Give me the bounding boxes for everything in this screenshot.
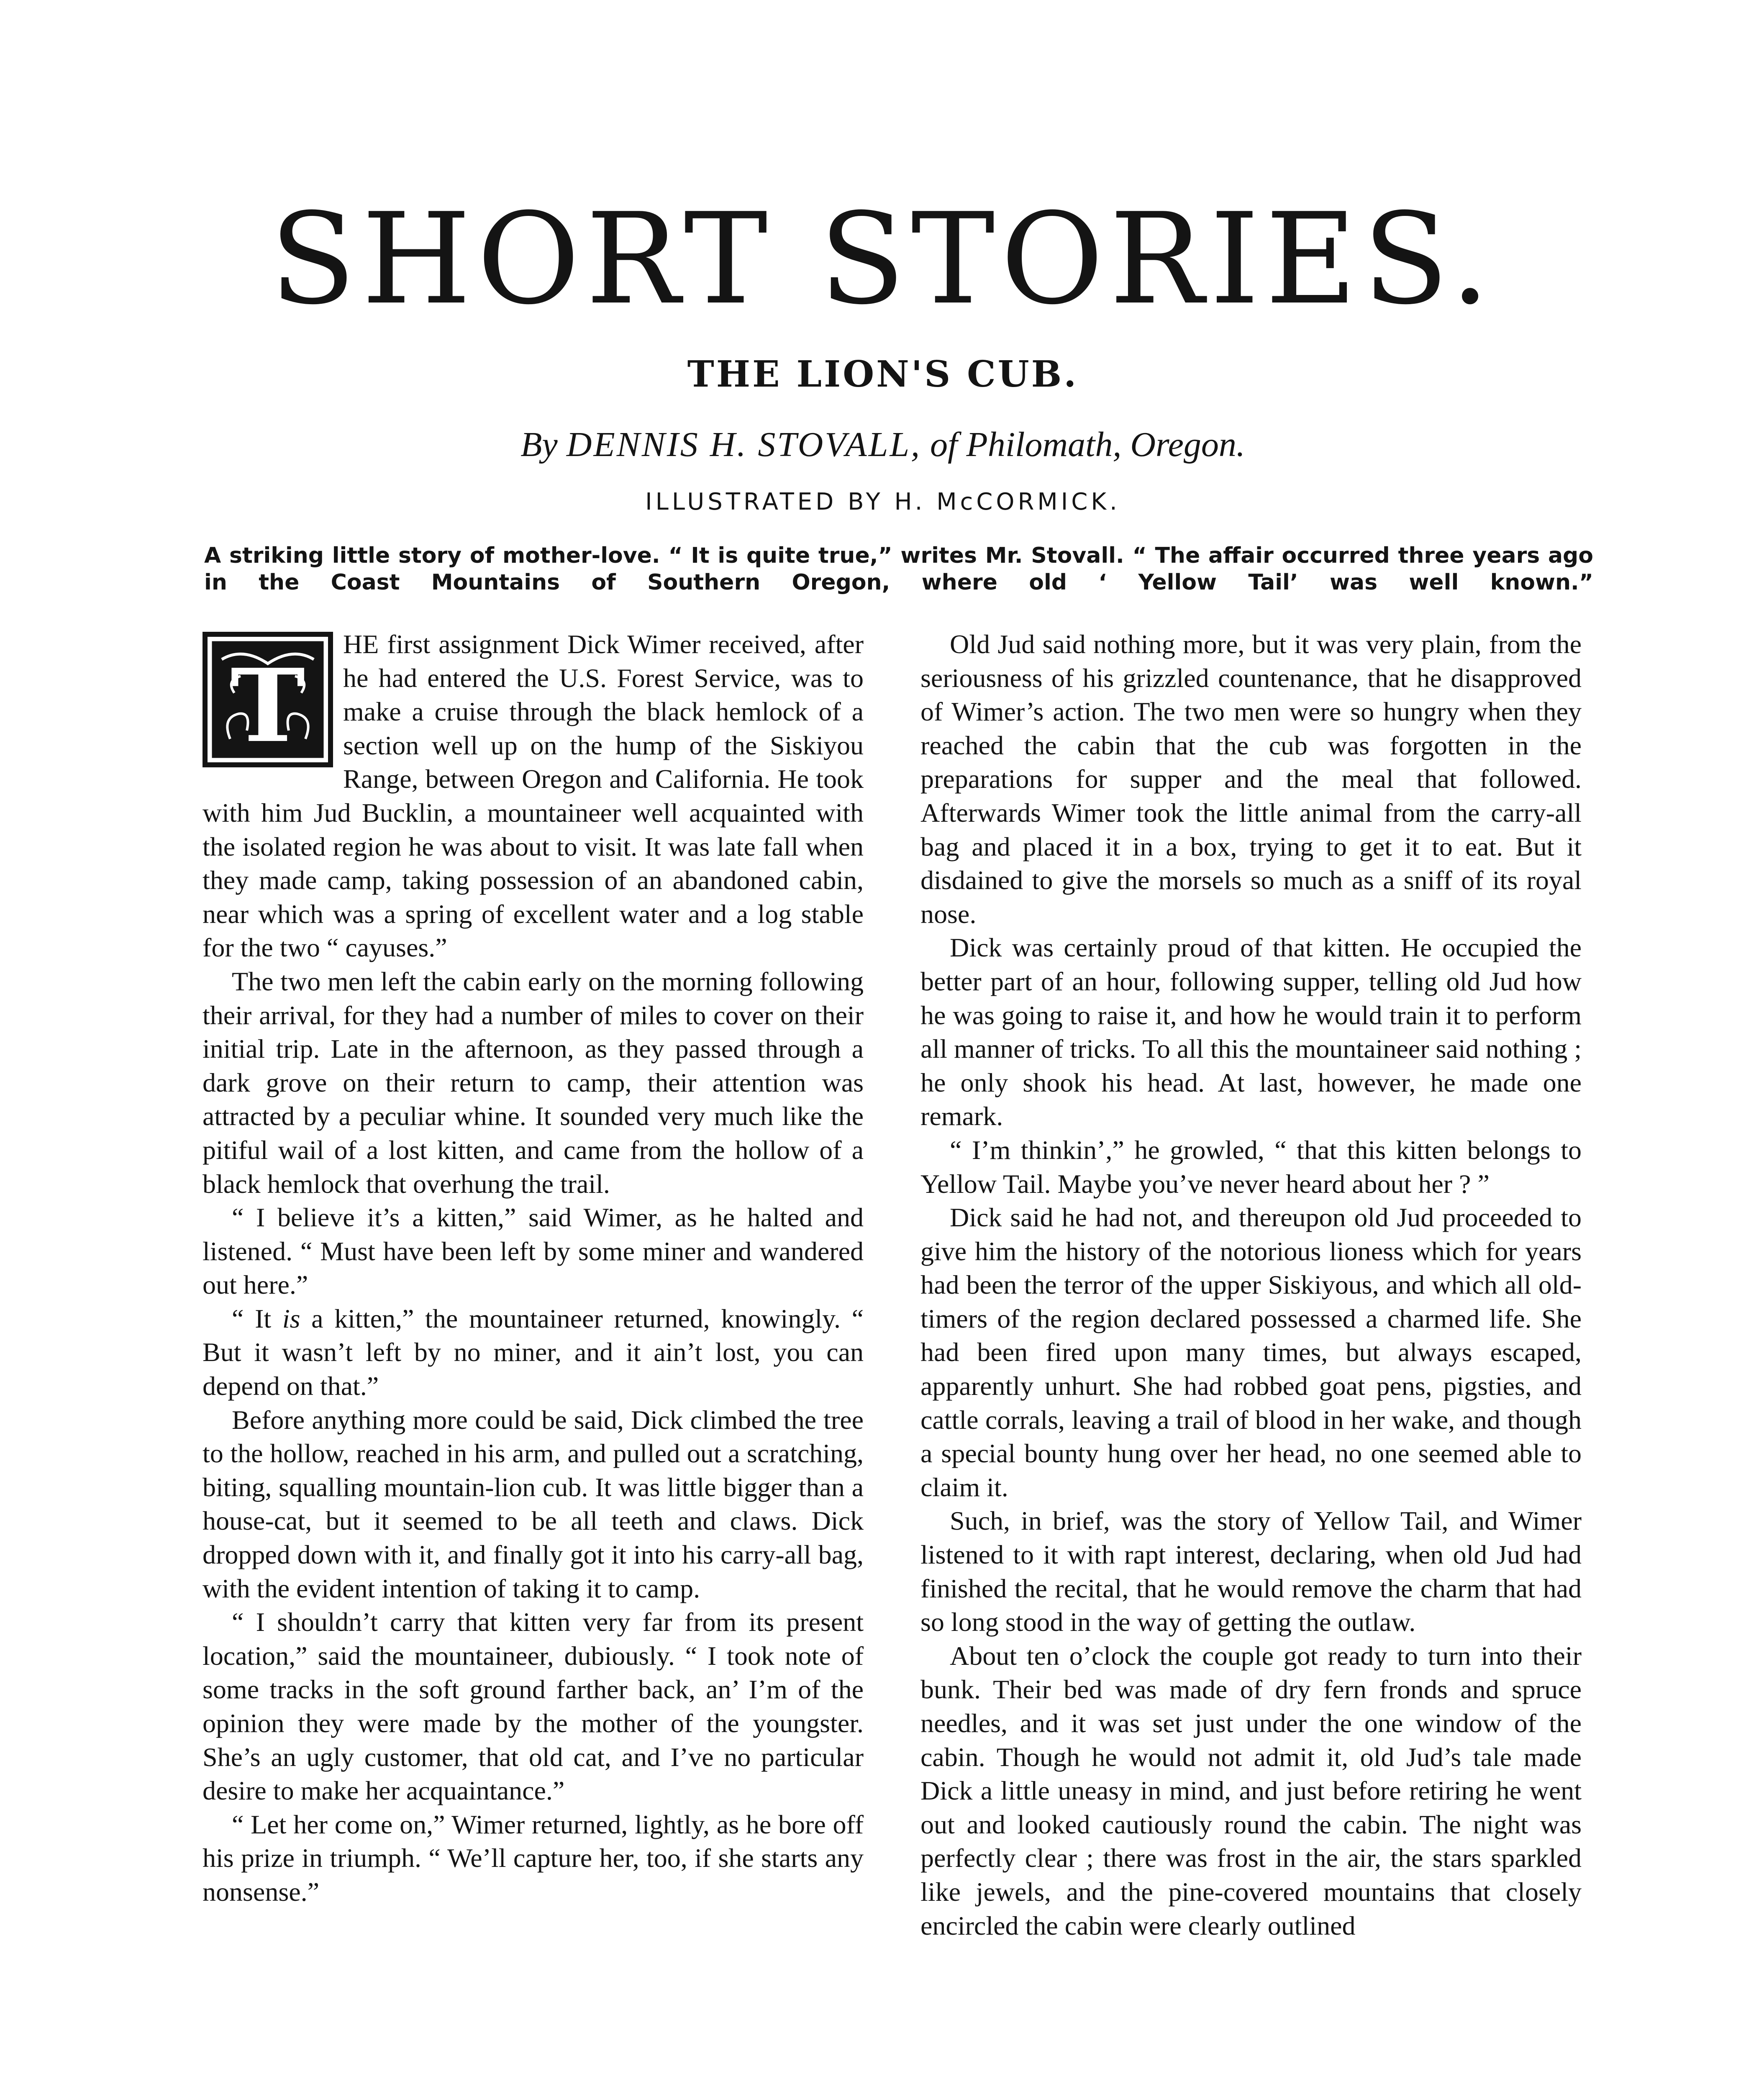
paragraph: Dick was certainly proud of that kitten. He occupied the better part of an hour, following supper, telling old Jud how he was going to raise it, and how he would train it to perform all manner of tricks. To all this the mountaineer said nothing ; he only shook his head. At last, however, he made one remark. (920, 933, 1582, 1131)
paragraph: “ I’m thinkin’,” he growled, “ that this kitten belongs to Yellow Tail. Maybe you’ve never heard about her ? ” (920, 1135, 1582, 1199)
paragraph-text: a kitten,” the mountaineer returned, knowingly. “ But it wasn’t left by no miner, and it ain’t lost, you can depend on that.” (203, 1303, 864, 1401)
byline (167, 422, 1598, 468)
drop-cap-letter: T (230, 647, 305, 765)
paragraph: The two men left the cabin early on the morning following their arrival, for they had a number of miles to cover on their initial trip. Late in the afternoon, as they passed through a dark grove on their return to camp, their attention was attracted by a peculiar whine. It sounded very much like the pitiful wail of a lost kitten, and came from the hollow of a black hemlock that overhung the trail. (203, 966, 864, 1199)
section-title: SHORT STORIES. (269, 186, 1496, 332)
paragraph: “ I believe it’s a kitten,” said Wimer, as he halted and listened. “ Must have been left by some miner and wandered out here.” (203, 1202, 864, 1300)
paragraph: About ten o’clock the couple got ready to turn into their bunk. Their bed was made of dry fern fronds and spruce needles, and it was set just under the one window of the cabin. Though he would not admit it, old Jud’s tale made Dick a little uneasy in mind, and just before retiring he went out and looked cautiously round the cabin. The night was perfectly clear ; there was frost in the air, the stars sparkled like jewels, and the pine-covered mountains that closely encircled the cabin were clearly outlined (920, 1641, 1582, 1941)
byline-location: of Philomath, Oregon. (930, 425, 1245, 464)
ornamental-initial-icon (203, 632, 333, 767)
paragraph: Dick said he had not, and thereupon old Jud proceeded to give him the history of the notorious lioness which for years had been the terror of the upper Siskiyous, and which all old-timers of the region declared possessed a charmed life. She had been fired upon many times, but always escaped, apparently unhurt. She had robbed goat pens, pigsties, and cattle corrals, leaving a trail of blood in her wake, and though a special bounty hung over her head, no one seemed able to claim it. (920, 1202, 1582, 1502)
byline-author: DENNIS H. STOVALL, (566, 425, 922, 464)
paragraph (203, 1302, 864, 1403)
emphasis: is (282, 1303, 300, 1333)
illustrator-credit: ILLUSTRATED BY H. McCORMICK. (645, 488, 1120, 515)
paragraph-text: HE first assignment Dick Wimer received, after he had entered the U.S. Forest Service, was to make a cruise through the black hemlock of a section well up on the hump of the Siskiyou Range, between Oregon and California. He took with him Jud Bucklin, a mountaineer well acquainted with the isolated region he was about to visit. It was late fall when they made camp, taking possession of an abandoned cabin, near which was a spring of excellent water and a log stable for the two “ cayuses.” (203, 629, 864, 963)
paragraph: “ I shouldn’t carry that kitten very far from its present location,” said the mountaineer, dubiously. “ I took note of some tracks in the soft ground farther back, an’ I’m of the opinion they were made by the mother of the youngster. She’s an ugly customer, that old cat, and I’ve no particular desire to make her acquaintance.” (203, 1607, 864, 1806)
paragraph: Before anything more could be said, Dick climbed the tree to the hollow, reached in his arm, and pulled out a scratching, biting, squalling mountain-lion cub. It was little bigger than a house-cat, but it seemed to be all teeth and claws. Dick dropped down with it, and finally got it into his carry-all bag, with the evident intention of taking it to camp. (203, 1405, 864, 1603)
text-column-right (920, 628, 1582, 2092)
byline-by: By (520, 425, 558, 464)
story-title: THE LION'S CUB. (687, 353, 1079, 395)
paragraph-text: “ It (232, 1303, 282, 1333)
text-column-left (203, 628, 864, 2092)
paragraph: Old Jud said nothing more, but it was very plain, from the seriousness of his grizzled countenance, that he disapproved of Wimer’s action. The two men were so hungry when they reached the cabin that the cub was forgotten in the preparations for supper and the meal that followed. Afterwards Wimer took the little animal from the carry-all bag and placed it in a box, trying to get it to eat. But it disdained to give the morsels so much as a sniff of its royal nose. (920, 629, 1582, 929)
story-intro: A striking little story of mother-love. “ It is quite true,” writes Mr. Stovall. “ The affair occurred three years ago in the Coast Mountains of Southern Oregon, where old ‘ Yellow Tail’ was well known.” (204, 543, 1593, 595)
paragraph: Such, in brief, was the story of Yellow Tail, and Wimer listened to it with rapt interest, declaring, when old Jud had finished the recital, that he would remove the charm that had so long stood in the way of getting the outlaw. (920, 1506, 1582, 1637)
paragraph (203, 628, 864, 965)
paragraph: “ Let her come on,” Wimer returned, lightly, as he bore off his prize in triumph. “ We’ll capture her, too, if she starts any nonsense.” (203, 1809, 864, 1907)
